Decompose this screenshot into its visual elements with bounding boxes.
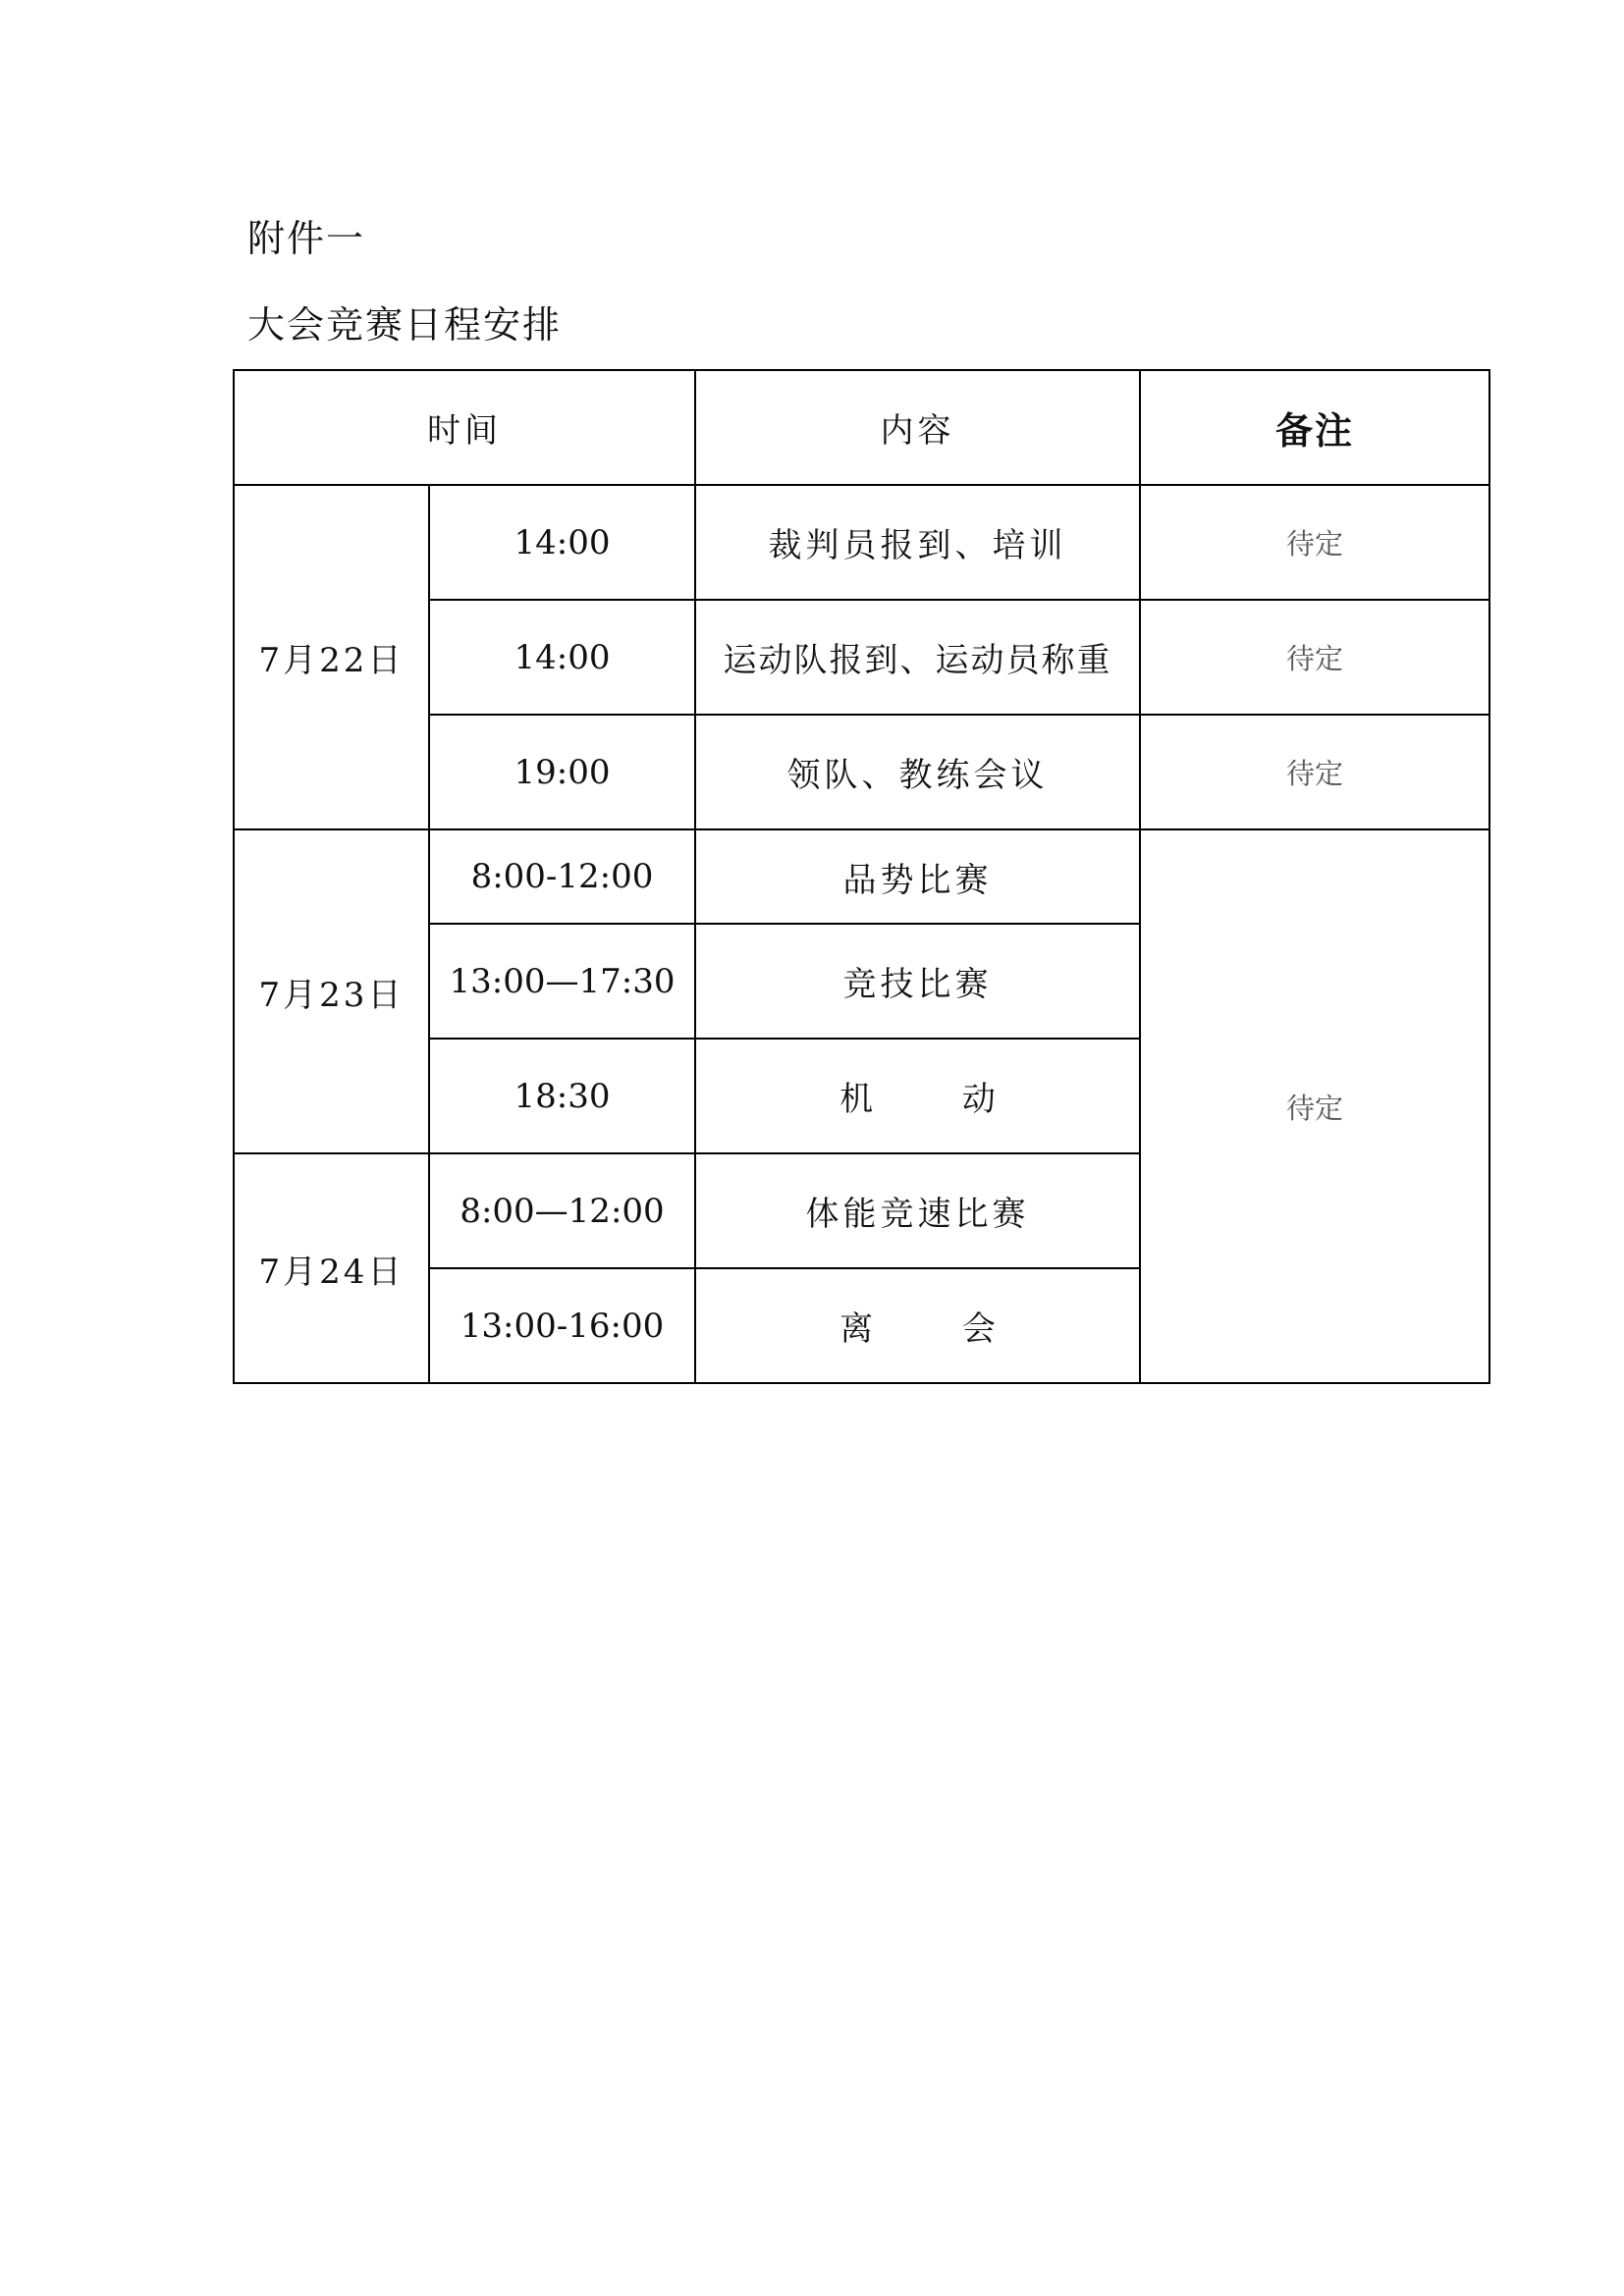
table-header-row <box>234 370 1489 485</box>
merged-note-cell: 待定 <box>1140 829 1489 1383</box>
table-row <box>234 485 1489 600</box>
date-cell: 7月22日 <box>234 485 429 829</box>
header-time: 时间 <box>234 370 695 485</box>
note-cell: 待定 <box>1140 715 1489 829</box>
content-cell: 机 动 <box>695 1039 1140 1153</box>
header-content: 内容 <box>695 370 1140 485</box>
time-cell: 14:00 <box>429 600 695 715</box>
date-cell: 7月23日 <box>234 829 429 1153</box>
content-cell: 离 会 <box>695 1268 1140 1383</box>
content-cell: 品势比赛 <box>695 829 1140 924</box>
content-cell: 裁判员报到、培训 <box>695 485 1140 600</box>
time-cell: 8:00—12:00 <box>429 1153 695 1268</box>
note-cell: 待定 <box>1140 485 1489 600</box>
time-cell: 13:00—17:30 <box>429 924 695 1039</box>
content-cell: 领队、教练会议 <box>695 715 1140 829</box>
schedule-table <box>233 369 1490 1384</box>
content-cell: 体能竞速比赛 <box>695 1153 1140 1268</box>
time-cell: 13:00-16:00 <box>429 1268 695 1383</box>
note-cell: 待定 <box>1140 600 1489 715</box>
header-note: 备注 <box>1140 370 1489 485</box>
time-cell: 14:00 <box>429 485 695 600</box>
time-cell: 19:00 <box>429 715 695 829</box>
time-cell: 18:30 <box>429 1039 695 1153</box>
document-title: 大会竞赛日程安排 <box>247 303 563 347</box>
content-cell: 竞技比赛 <box>695 924 1140 1039</box>
time-cell: 8:00-12:00 <box>429 829 695 924</box>
attachment-label: 附件一 <box>247 217 366 260</box>
content-cell: 运动队报到、运动员称重 <box>695 600 1140 715</box>
table-row <box>234 829 1489 924</box>
date-cell: 7月24日 <box>234 1153 429 1383</box>
